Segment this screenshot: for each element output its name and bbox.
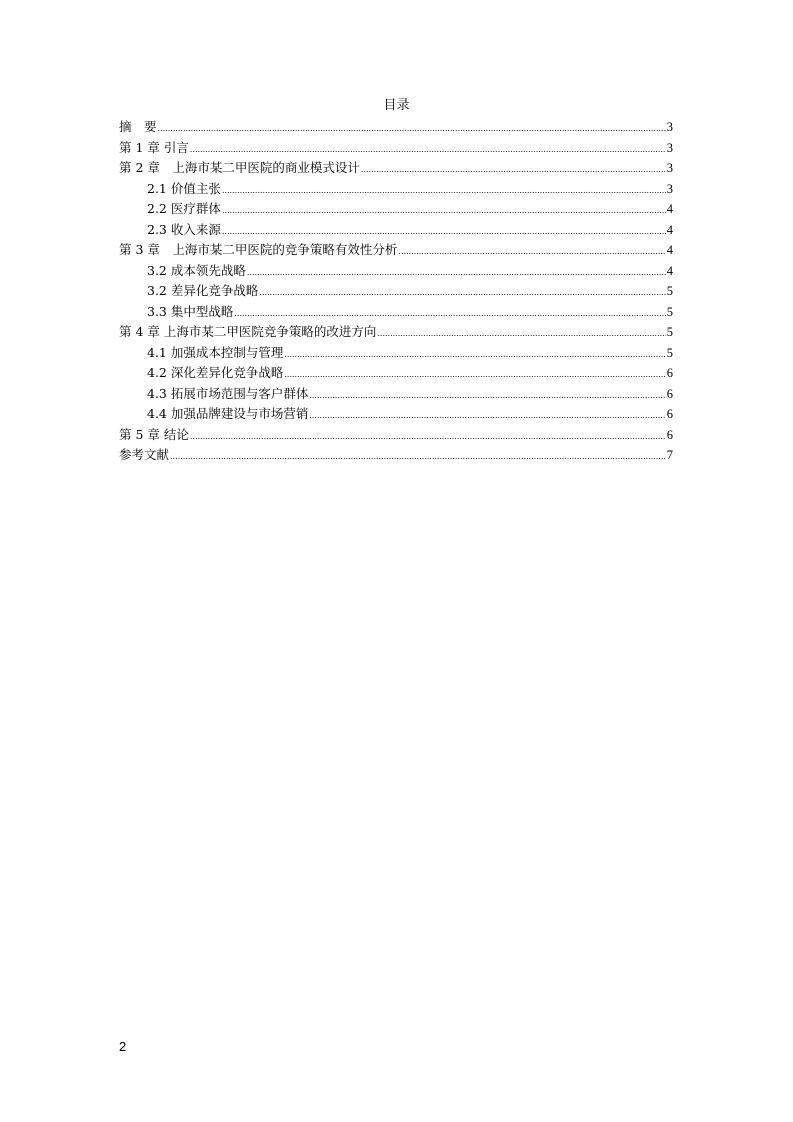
toc-entry-page: 6 [666, 386, 673, 401]
toc-entry[interactable] [119, 404, 673, 425]
toc-leader [234, 304, 665, 325]
toc-entry[interactable] [119, 281, 673, 302]
toc-entry-label: 第 4 章 上海市某二甲医院竞争策略的改进方向 [119, 324, 377, 339]
toc-entry[interactable] [119, 322, 673, 343]
toc-entry[interactable] [119, 138, 673, 159]
toc-entry-label: 3.2 差异化竞争战略 [147, 283, 259, 298]
toc-leader [158, 119, 666, 140]
toc-entry-label: 3.2 成本领先战略 [147, 262, 246, 278]
toc-entry[interactable] [119, 199, 673, 220]
toc-entry-label: 2.2 医疗群体 [147, 201, 221, 216]
toc-entry-label: 4.3 拓展市场范围与客户群体 [147, 385, 309, 401]
toc-entry[interactable] [119, 425, 673, 446]
toc-leader [222, 181, 666, 202]
toc-leader [377, 324, 665, 345]
toc-entry[interactable] [119, 445, 673, 466]
toc-entry-label: 4.1 加强成本控制与管理 [147, 344, 284, 360]
toc-entry[interactable] [119, 261, 673, 282]
toc-entry-page: 3 [666, 120, 673, 134]
toc-entry[interactable] [119, 240, 673, 261]
toc-entry-page: 7 [666, 448, 673, 462]
toc-title: 目录 [383, 98, 410, 113]
toc-entry[interactable] [119, 220, 673, 241]
toc-entry-label: 第 2 章 上海市某二甲医院的商业模式设计 [119, 160, 360, 175]
toc-entry-label: 第 5 章 结论 [119, 426, 189, 442]
toc-entry-page: 6 [666, 366, 673, 380]
toc-entry-page: 4 [666, 243, 673, 257]
toc-entry-page: 5 [666, 304, 673, 319]
toc-leader [398, 242, 665, 263]
toc-leader [309, 386, 665, 407]
table-of-contents [119, 117, 673, 466]
toc-entry-label: 摘 要 [119, 119, 157, 134]
toc-entry-page: 3 [666, 140, 673, 155]
toc-leader [309, 406, 665, 427]
toc-entry[interactable] [119, 302, 673, 323]
toc-entry-label: 4.4 加强品牌建设与市场营销 [147, 406, 309, 421]
toc-entry[interactable] [119, 363, 673, 384]
toc-entry-label: 第 3 章 上海市某二甲医院的竞争策略有效性分析 [119, 242, 398, 257]
page-number: 2 [119, 1039, 127, 1054]
toc-leader [222, 201, 666, 222]
toc-entry[interactable] [119, 179, 673, 200]
toc-entry[interactable] [119, 117, 673, 138]
toc-entry-label: 第 1 章 引言 [119, 139, 189, 155]
toc-leader [190, 427, 666, 448]
toc-leader [247, 263, 666, 284]
toc-leader [170, 447, 666, 468]
toc-entry[interactable] [119, 384, 673, 405]
toc-entry-page: 4 [666, 222, 673, 237]
toc-entry-page: 5 [666, 345, 673, 360]
toc-entry-label: 4.2 深化差异化竞争战略 [147, 365, 284, 380]
toc-entry-page: 4 [666, 263, 673, 278]
toc-leader [190, 140, 666, 161]
toc-entry[interactable] [119, 343, 673, 364]
toc-entry-label: 2.1 价值主张 [147, 180, 221, 196]
toc-entry[interactable] [119, 158, 673, 179]
toc-entry-label: 参考文献 [119, 447, 170, 462]
toc-leader [222, 222, 666, 243]
toc-entry-page: 3 [666, 181, 673, 196]
toc-entry-label: 2.3 收入来源 [147, 221, 221, 237]
toc-entry-page: 5 [666, 325, 673, 339]
toc-leader [259, 283, 665, 304]
toc-entry-page: 6 [666, 407, 673, 421]
toc-entry-page: 6 [666, 427, 673, 442]
toc-entry-page: 4 [666, 202, 673, 216]
toc-leader [284, 345, 665, 366]
toc-entry-page: 5 [666, 284, 673, 298]
toc-entry-page: 3 [666, 161, 673, 175]
toc-leader [361, 160, 666, 181]
toc-entry-label: 3.3 集中型战略 [147, 303, 234, 319]
toc-leader [284, 365, 665, 386]
